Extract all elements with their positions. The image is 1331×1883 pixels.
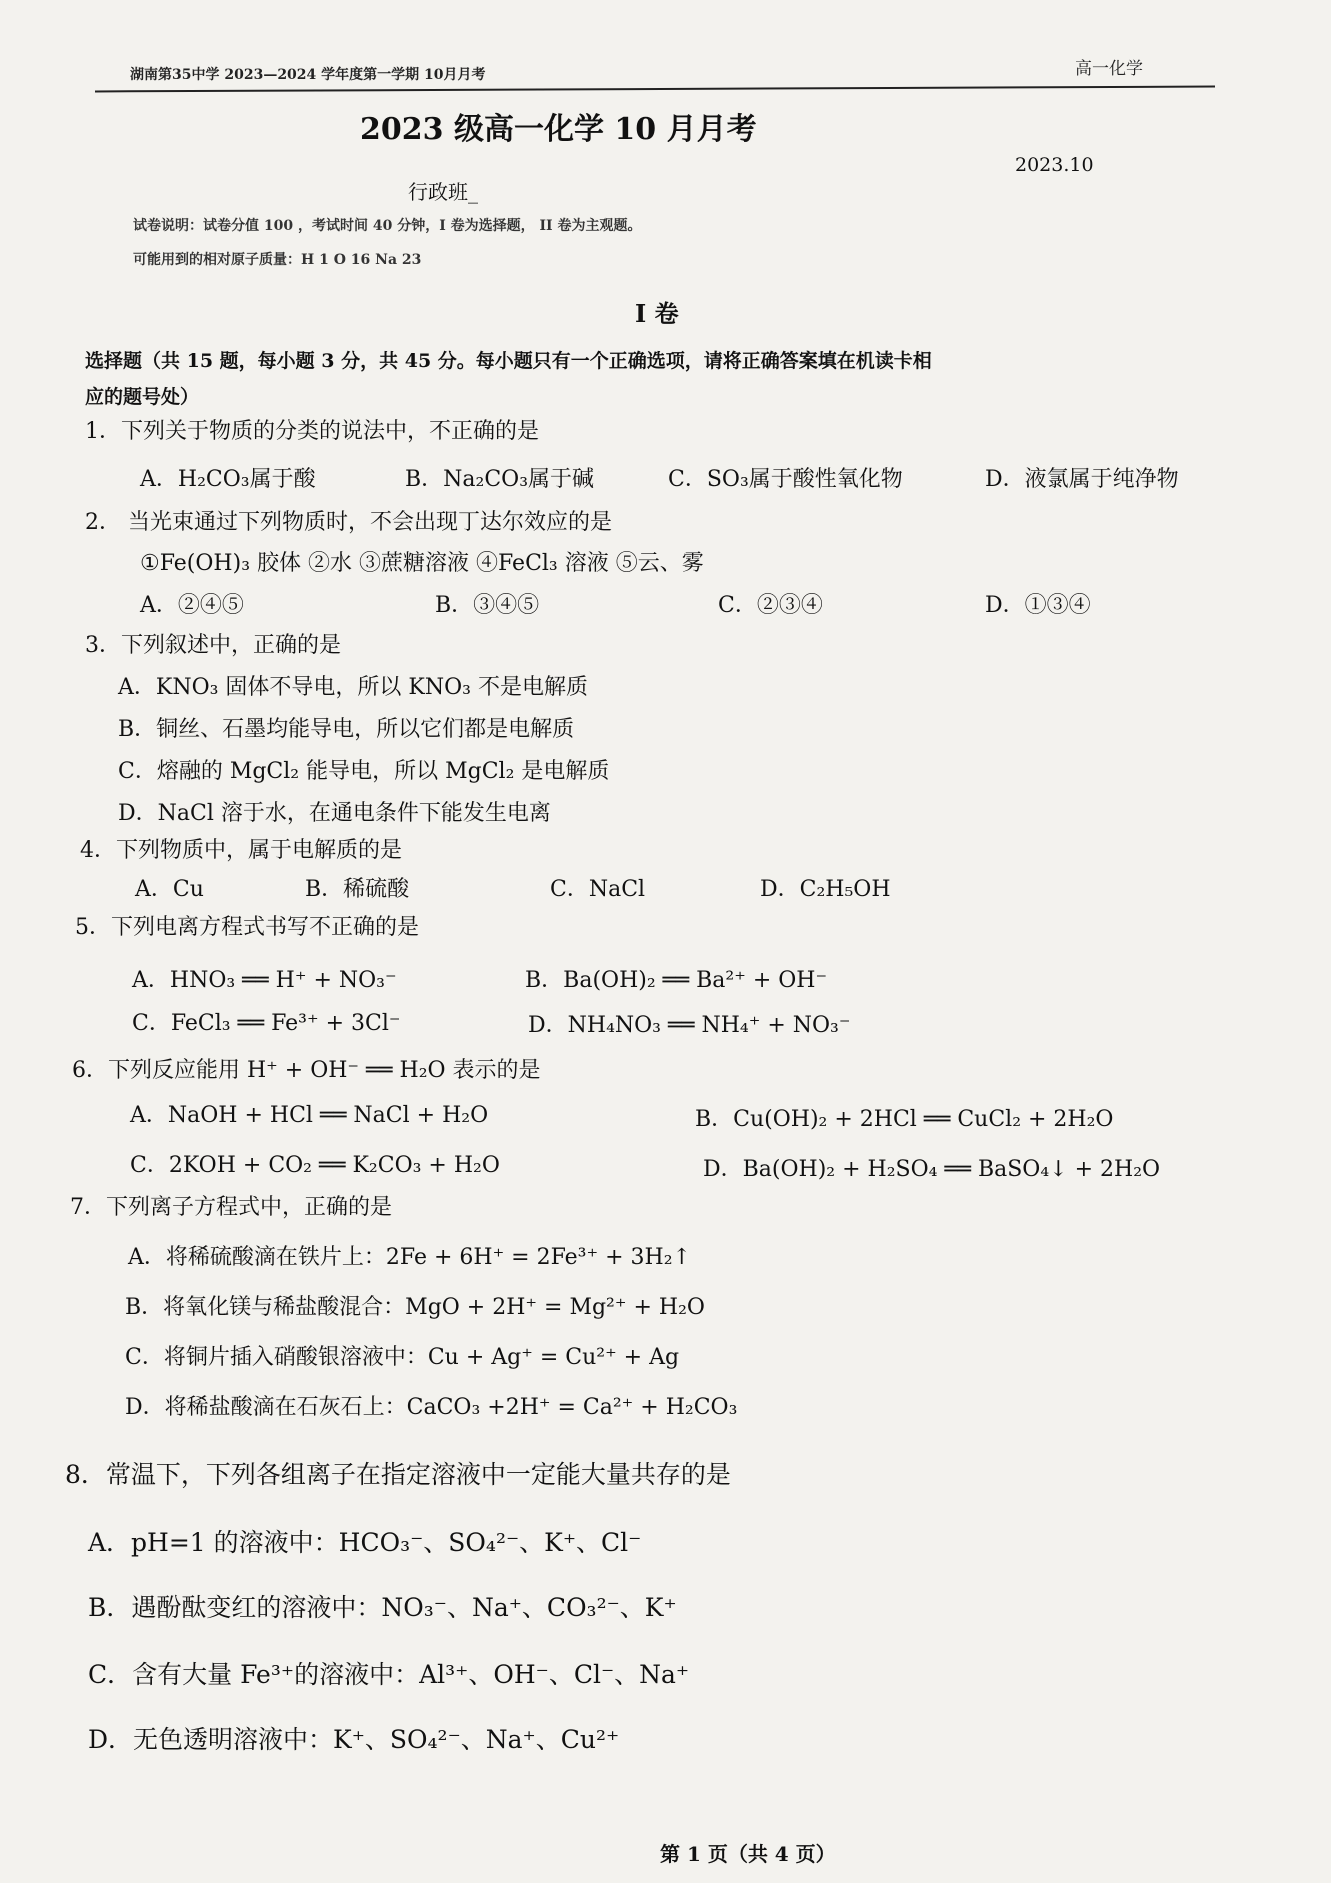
question-6-option-b: B．Cu(OH)₂ + 2HCl ══ CuCl₂ + 2H₂O	[695, 1107, 1114, 1132]
question-2-stem: 2． 当光束通过下列物质时，不会出现丁达尔效应的是	[85, 510, 612, 535]
question-8-option-c: C．含有大量 Fe³⁺的溶液中：Al³⁺、OH⁻、Cl⁻、Na⁺	[88, 1660, 690, 1689]
question-4-stem: 4．下列物质中，属于电解质的是	[80, 838, 402, 863]
question-1-option-c: C．SO₃属于酸性氧化物	[668, 467, 903, 492]
exam-date: 2023.10	[1015, 154, 1094, 176]
question-6-stem: 6．下列反应能用 H⁺ + OH⁻ ══ H₂O 表示的是	[72, 1058, 541, 1083]
question-8-option-d: D．无色透明溶液中：K⁺、SO₄²⁻、Na⁺、Cu²⁺	[88, 1725, 620, 1754]
instructions-line-1: 选择题（共 15 题，每小题 3 分，共 45 分。每小题只有一个正确选项，请将正确答案填在机读卡相	[85, 350, 932, 372]
question-2-option-c: C．②③④	[718, 593, 823, 618]
exam-note-2: 可能用到的相对原子质量：H 1 O 16 Na 23	[133, 252, 422, 268]
instructions-line-2: 应的题号处）	[85, 386, 200, 408]
question-4-option-a: A．Cu	[135, 877, 204, 902]
question-1-option-d: D．液氯属于纯净物	[985, 467, 1179, 492]
section-title: I 卷	[635, 299, 679, 328]
question-8-stem: 8．常温下，下列各组离子在指定溶液中一定能大量共存的是	[65, 1460, 731, 1489]
question-7-option-b: B．将氧化镁与稀盐酸混合：MgO + 2H⁺ = Mg²⁺ + H₂O	[125, 1295, 705, 1320]
question-4-option-d: D．C₂H₅OH	[760, 877, 891, 902]
exam-title: 2023 级高一化学 10 月月考	[360, 112, 757, 147]
question-1-stem: 1．下列关于物质的分类的说法中，不正确的是	[85, 419, 539, 444]
question-7-stem: 7．下列离子方程式中，正确的是	[70, 1195, 392, 1220]
question-5-stem: 5．下列电离方程式书写不正确的是	[75, 915, 419, 940]
question-1-option-b: B．Na₂CO₃属于碱	[405, 467, 595, 492]
question-5-option-a: A．HNO₃ ══ H⁺ + NO₃⁻	[132, 968, 397, 993]
question-4-option-c: C．NaCl	[550, 877, 646, 902]
question-2-option-b: B．③④⑤	[435, 593, 540, 618]
question-6-option-c: C．2KOH + CO₂ ══ K₂CO₃ + H₂O	[130, 1153, 500, 1178]
school-header: 湖南第35中学 2023—2024 学年度第一学期 10月月考	[130, 67, 486, 83]
question-1-option-a: A．H₂CO₃属于酸	[140, 467, 316, 492]
question-5-option-d: D．NH₄NO₃ ══ NH₄⁺ + NO₃⁻	[528, 1013, 851, 1038]
class-label: 行政班_	[408, 180, 478, 204]
question-7-option-d: D．将稀盐酸滴在石灰石上：CaCO₃ +2H⁺ = Ca²⁺ + H₂CO₃	[125, 1395, 738, 1420]
question-2-items: ①Fe(OH)₃ 胶体 ②水 ③蔗糖溶液 ④FeCl₃ 溶液 ⑤云、雾	[140, 551, 704, 576]
page-footer: 第 1 页（共 4 页）	[660, 1842, 836, 1866]
question-8-option-b: B．遇酚酞变红的溶液中：NO₃⁻、Na⁺、CO₃²⁻、K⁺	[88, 1593, 677, 1622]
question-3-stem: 3．下列叙述中，正确的是	[85, 633, 341, 658]
question-6-option-a: A．NaOH + HCl ══ NaCl + H₂O	[130, 1103, 489, 1128]
question-5-option-c: C．FeCl₃ ══ Fe³⁺ + 3Cl⁻	[132, 1011, 401, 1036]
question-4-option-b: B．稀硫酸	[305, 877, 410, 902]
question-3-option-b: B．铜丝、石墨均能导电，所以它们都是电解质	[118, 717, 575, 742]
question-7-option-c: C．将铜片插入硝酸银溶液中：Cu + Ag⁺ = Cu²⁺ + Ag	[125, 1345, 680, 1370]
exam-note-1: 试卷说明：试卷分值 100 ，考试时间 40 分钟，I 卷为选择题， II 卷为主观题。	[133, 218, 642, 234]
question-8-option-a: A．pH=1 的溶液中：HCO₃⁻、SO₄²⁻、K⁺、Cl⁻	[88, 1528, 642, 1557]
question-2-option-a: A．②④⑤	[140, 593, 244, 618]
question-3-option-a: A．KNO₃ 固体不导电，所以 KNO₃ 不是电解质	[118, 675, 588, 700]
header-rule	[95, 86, 1215, 93]
question-6-option-d: D．Ba(OH)₂ + H₂SO₄ ══ BaSO₄↓ + 2H₂O	[703, 1157, 1161, 1182]
question-3-option-d: D．NaCl 溶于水，在通电条件下能发生电离	[118, 801, 551, 826]
question-7-option-a: A．将稀硫酸滴在铁片上：2Fe + 6H⁺ = 2Fe³⁺ + 3H₂↑	[128, 1245, 691, 1270]
question-3-option-c: C．熔融的 MgCl₂ 能导电，所以 MgCl₂ 是电解质	[118, 759, 610, 784]
question-5-option-b: B．Ba(OH)₂ ══ Ba²⁺ + OH⁻	[525, 968, 828, 993]
question-2-option-d: D．①③④	[985, 593, 1091, 618]
subject-tag: 高一化学	[1075, 59, 1143, 79]
